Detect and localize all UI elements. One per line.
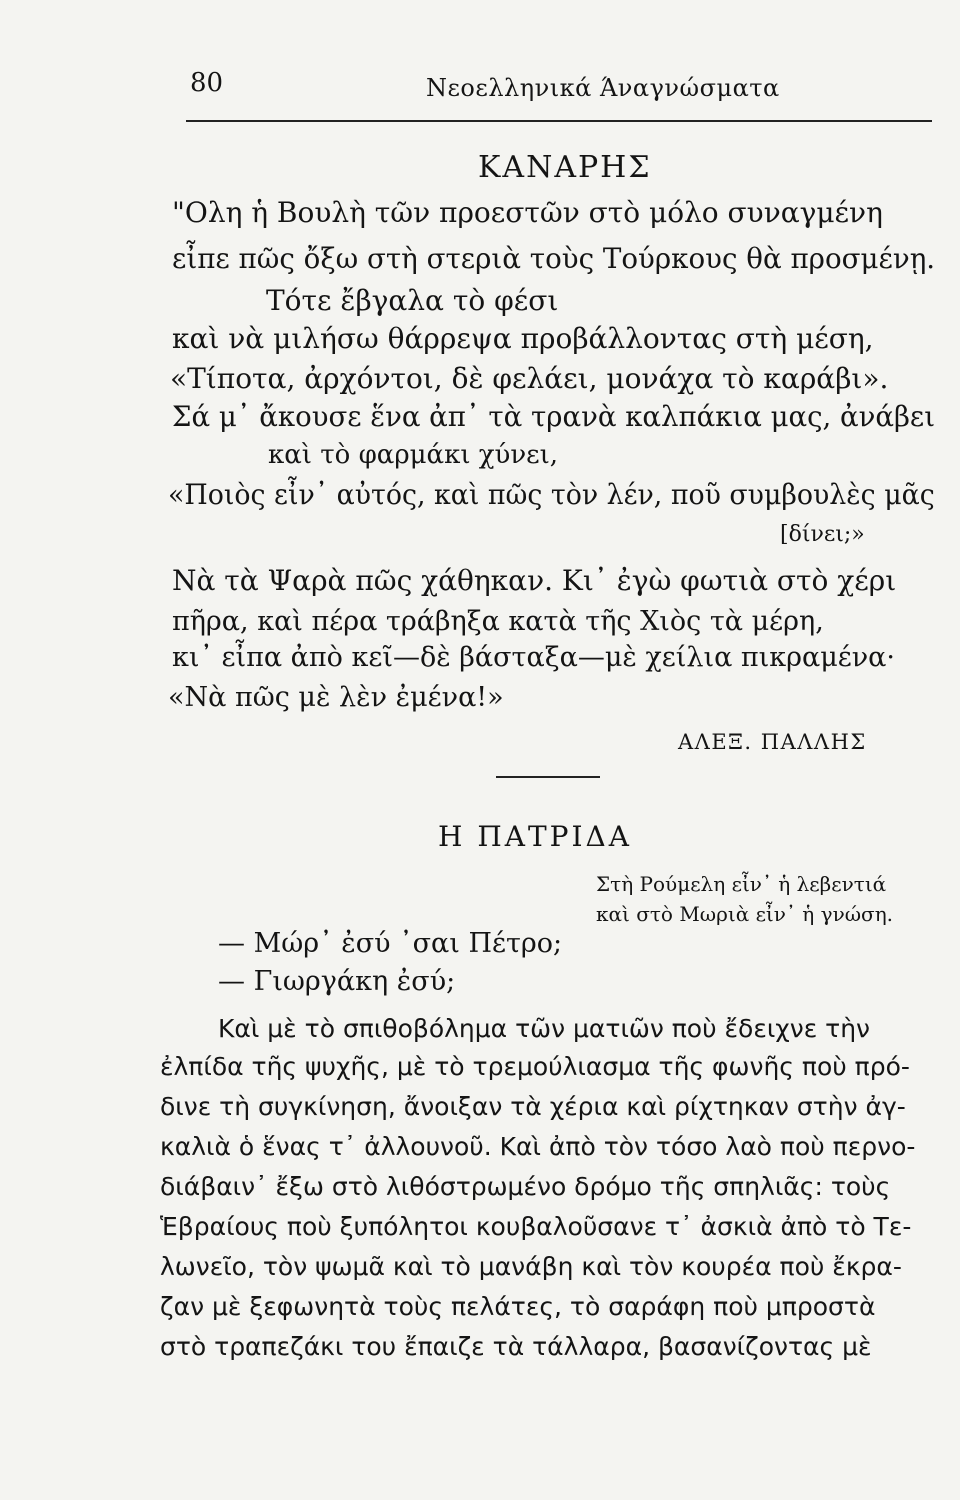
dialogue-line: — Μώρ᾽ ἐσύ ᾽σαι Πέτρο; — [218, 928, 563, 959]
dialogue-line: — Γιωργάκη ἐσύ; — [218, 966, 456, 997]
poem-line-continuation: [δίνει;» — [780, 522, 865, 547]
section-separator — [496, 776, 600, 778]
poem-line: «Ποιὸς εἶν᾽ αὐτός, καὶ πῶς τὸν λέν, ποῦ συμβουλὲς μᾶς — [168, 478, 935, 511]
epigraph-line: Στὴ Ρούμελη εἶν᾽ ἡ λεβεντιά — [596, 872, 887, 896]
poem-line: Τότε ἔβγαλα τὸ φέσι — [266, 284, 559, 317]
poem-line: «Τίποτα, ἀρχόντοι, δὲ φελάει, μονάχα τὸ καράβι». — [170, 362, 889, 395]
prose-line: Καὶ μὲ τὸ σπιθοβόλημα τῶν ματιῶν ποὺ ἔδειχνε τὴν — [218, 1014, 871, 1043]
poem-line: "Ολη ἡ Βουλὴ τῶν προεστῶν στὸ μόλο συναγμένη — [172, 196, 883, 229]
prose-line: δινε τὴ συγκίνηση, ἄνοιξαν τὰ χέρια καὶ ρίχτηκαν στὴν ἀγ- — [160, 1092, 906, 1121]
poem-title: ΚΑΝΑΡΗΣ — [478, 150, 652, 185]
poem-line: κι᾽ εἶπα ἀπὸ κεῖ—δὲ βάσταξα—μὲ χείλια πικραμένα· — [172, 642, 895, 673]
poem-author: ΑΛΕΞ. ΠΑΛΛΗΣ — [678, 730, 867, 754]
poem-line: εἶπε πῶς ὄξω στὴ στεριὰ τοὺς Τούρκους θὰ προσμένῃ. — [172, 242, 936, 275]
poem-line: πῆρα, καὶ πέρα τράβηξα κατὰ τῆς Χιὸς τὰ μέρη, — [172, 606, 824, 637]
prose-line: λωνεῖο, τὸν ψωμᾶ καὶ τὸ μανάβη καὶ τὸν κουρέα ποὺ ἔκρα- — [160, 1252, 902, 1281]
poem-line: «Νὰ πῶς μὲ λὲν ἐμένα!» — [168, 682, 504, 713]
prose-line: ἐλπίδα τῆς ψυχῆς, μὲ τὸ τρεμούλιασμα τῆς φωνῆς ποὺ πρό- — [160, 1052, 910, 1081]
prose-line: διάβαιν᾽ ἔξω στὸ λιθόστρωμένο δρόμο τῆς σπηλιᾶς: τοὺς — [160, 1172, 891, 1201]
prose-line: Ἑβραίους ποὺ ξυπόλητοι κουβαλοῦσανε τ᾽ ἀσκιὰ ἀπὸ τὸ Τε- — [160, 1212, 912, 1241]
prose-line: στὸ τραπεζάκι του ἔπαιζε τὰ τάλλαρα, βασανίζοντας μὲ — [160, 1332, 872, 1361]
running-title: Νεοελληνικά Άναγνώσματα — [426, 74, 780, 102]
story-title: Η ΠΑΤΡΙΔΑ — [438, 820, 632, 853]
poem-line: καὶ νὰ μιλήσω θάρρεψα προβάλλοντας στὴ μέση, — [172, 322, 874, 355]
poem-line: Νὰ τὰ Ψαρὰ πῶς χάθηκαν. Κι᾽ ἐγὼ φωτιὰ στὸ χέρι — [172, 564, 897, 597]
epigraph-line: καὶ στὸ Μωριὰ εἶν᾽ ἡ γνώση. — [596, 902, 894, 926]
page-number: 80 — [190, 68, 224, 98]
poem-line: καὶ τὸ φαρμάκι χύνει, — [268, 440, 559, 470]
prose-line: ζαν μὲ ξεφωνητὰ τοὺς πελάτες, τὸ σαράφη ποὺ μπροστὰ — [160, 1292, 876, 1321]
prose-line: καλιὰ ὁ ἕνας τ᾽ ἀλλουνοῦ. Καὶ ἀπὸ τὸν τόσο λαὸ ποὺ περνο- — [160, 1132, 916, 1161]
poem-line: Σά μ᾽ ἄκουσε ἕνα ἀπ᾽ τὰ τρανὰ καλπάκια μας, ἀνάβει — [172, 400, 936, 433]
header-rule — [186, 120, 932, 122]
